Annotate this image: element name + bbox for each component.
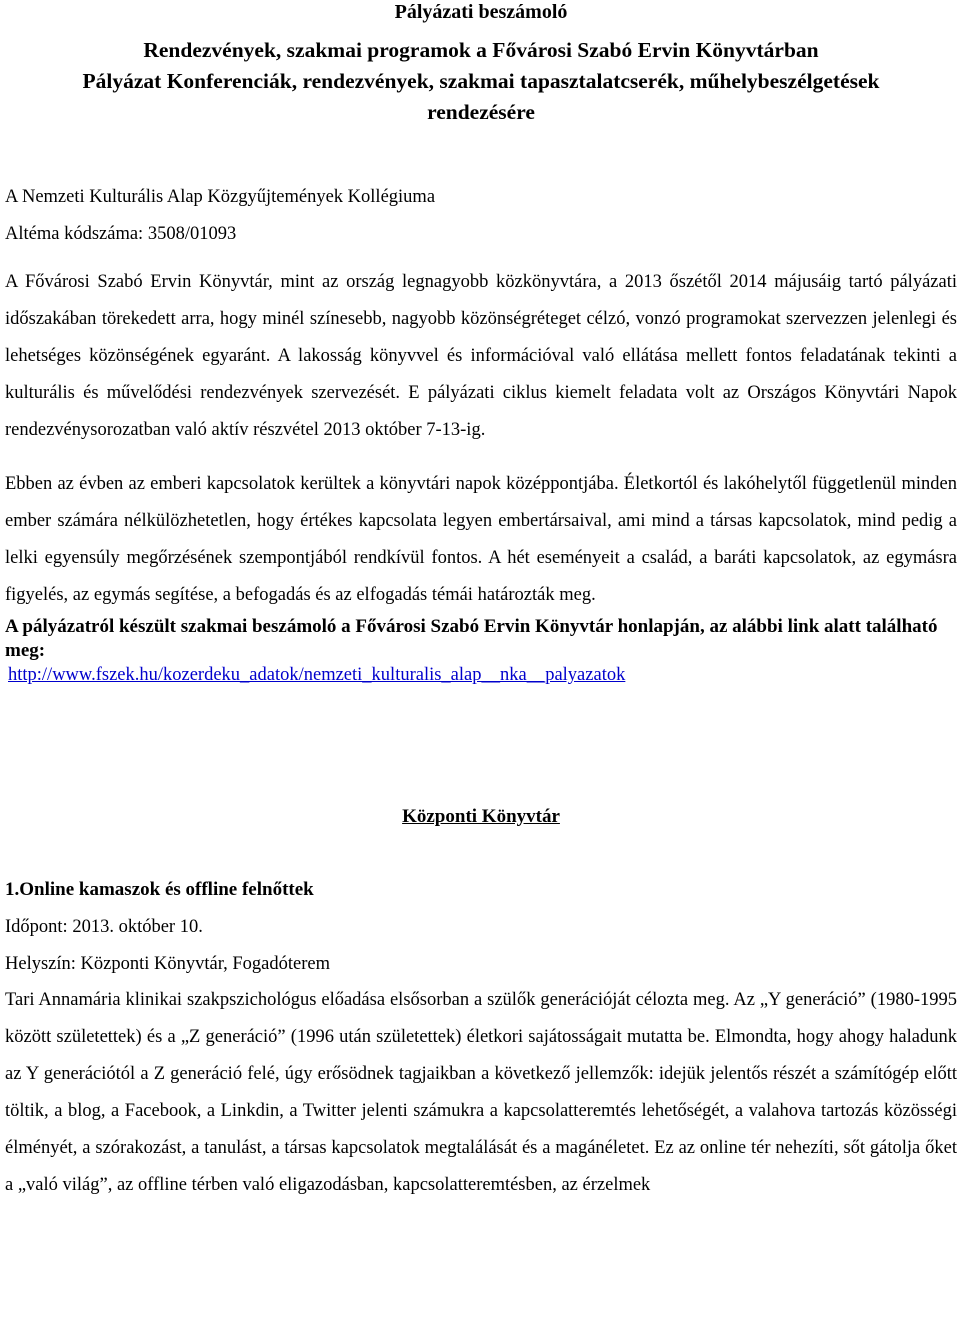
section-title: Központi Könyvtár bbox=[402, 806, 560, 827]
code-line: Altéma kódszáma: 3508/01093 bbox=[5, 224, 237, 244]
report-link[interactable]: http://www.fszek.hu/kozerdeku_adatok/nemzeti_kulturalis_alap__nka__palyazatok bbox=[8, 665, 626, 685]
main-title-line: Pályázat Konferenciák, rendezvények, szakmai tapasztalatcserék, műhelybeszélgetések bbox=[82, 69, 880, 93]
focus-paragraph: Ebben az évben az emberi kapcsolatok kerültek a könyvtári napok középpontjába. Életkortól és lakóhelytől függetlenül minden ember számára nélkülözhetetlen, hogy értékes kapcsolata legyen embertársaival, ami mind a társas kapcsolatok, mind pedig a lelki egyensúly megőrzésének szempontjából rendkívül fontos. A hét eseményeit a család, a baráti kapcsolatok, az egymásra figyelés, az egymás segítése, a befogadás és az elfogadás témái határozták meg. bbox=[5, 474, 957, 605]
event-title: 1.Online kamaszok és offline felnőttek bbox=[5, 879, 314, 900]
main-title-line: rendezésére bbox=[427, 100, 535, 124]
report-note: A pályázatról készült szakmai beszámoló a Fővárosi Szabó Ervin Könyvtár honlapján, az alábbi link alatt található meg: bbox=[5, 616, 938, 661]
main-title bbox=[5, 35, 957, 128]
event-venue: Helyszín: Központi Könyvtár, Fogadóterem bbox=[5, 954, 330, 974]
intro-paragraph: A Fővárosi Szabó Ervin Könyvtár, mint az ország legnagyobb közkönyvtára, a 2013 őszétől 2014 májusáig tartó pályázati időszakában törekedett arra, hogy minél színesebb, nagyobb közönségréteget célzó, vonzó programokat szervezzen jelenlegi és lehetséges közönségének egyaránt. A lakosság könyvvel és információval való ellátása mellett fontos feladatának tekinti a kulturális és művelődési rendezvények szervezését. E pályázati ciklus kiemelt feladata volt az Országos Könyvtári Napok rendezvénysorozatban való aktív részvétel 2013 október 7-13-ig. bbox=[5, 272, 957, 440]
document-page bbox=[5, 0, 957, 1204]
event-date: Időpont: 2013. október 10. bbox=[5, 917, 203, 937]
document-title: Pályázati beszámoló bbox=[394, 1, 568, 23]
funder-line: A Nemzeti Kulturális Alap Közgyűjtemények Kollégiuma bbox=[5, 187, 436, 207]
main-title-line: Rendezvények, szakmai programok a Fővárosi Szabó Ervin Könyvtárban bbox=[143, 38, 819, 62]
event-description: Tari Annamária klinikai szakpszichológus előadása elsősorban a szülők generációját célozta meg. Az „Y generáció” (1980-1995 között születettek) és a „Z generáció” (1996 után születettek) életkori sajátosságait mutatta be. Elmondta, hogy ahogy haladunk az Y generációtól a Z generáció felé, úgy erősödnek tagjaikban a következő jellemzők: idejük jelentős részét a számítógép előtt töltik, a blog, a Facebook, a Linkdin, a Twitter jelenti számukra a kapcsolatteremtés lehetőségét, a valahova tartozás közösségi élményét, a szórakozást, a tanulást, a társas kapcsolatok megtalálását és a magánéletet. Ez az online tér nehezíti, sőt gátolja őket a „való világ”, az offline térben való eligazodásban, kapcsolatteremtésben, az érzelmek bbox=[5, 990, 957, 1195]
